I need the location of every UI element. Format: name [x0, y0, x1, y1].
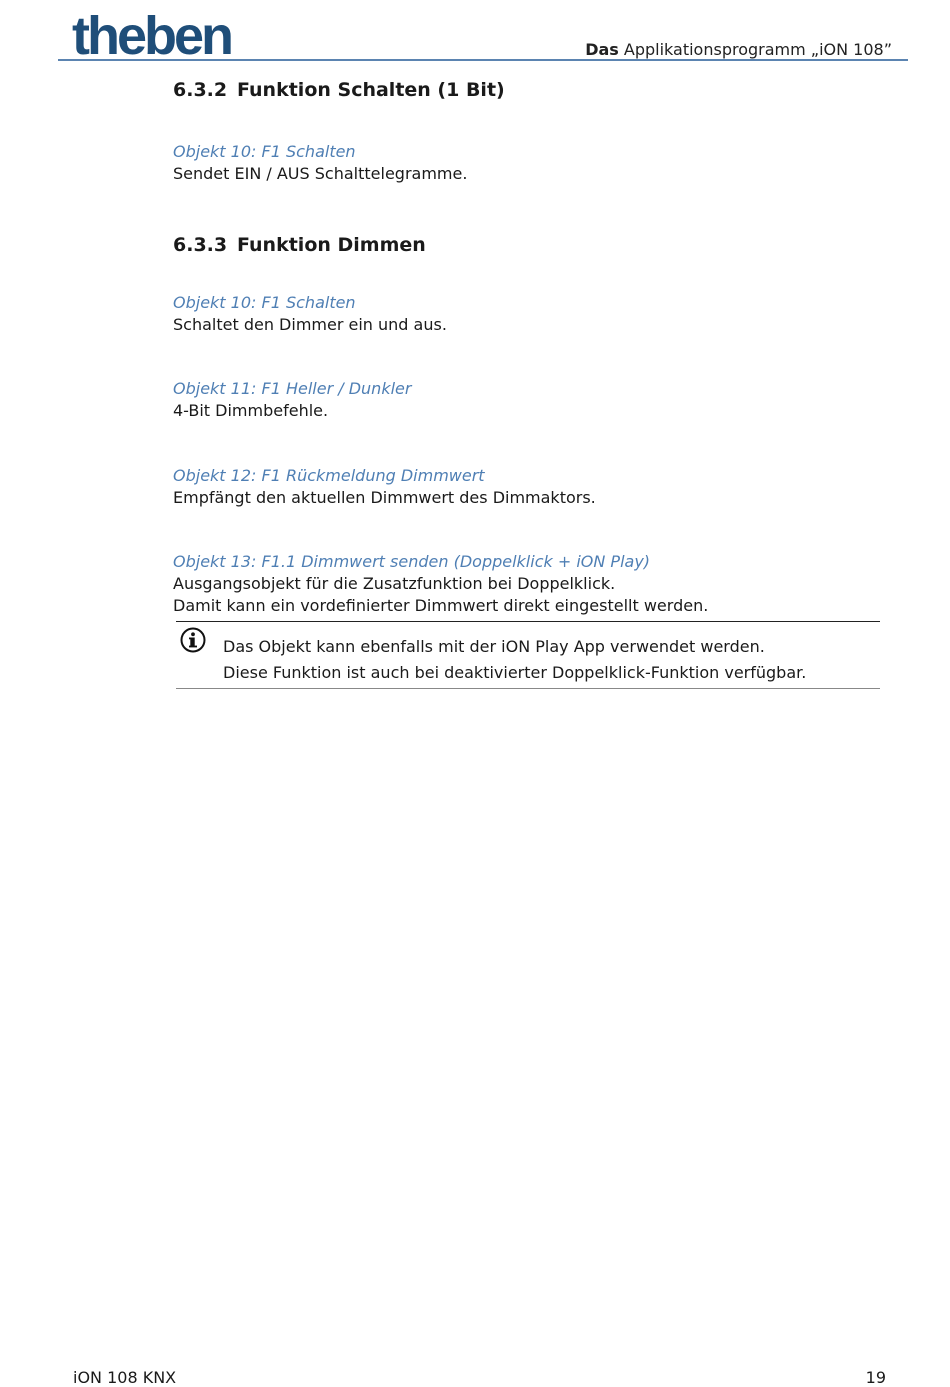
note-line: Das Objekt kann ebenfalls mit der iON Play App verwendet werden. [223, 637, 765, 656]
object-description: Sendet EIN / AUS Schalttelegramme. [173, 164, 468, 183]
object-title: Objekt 13: F1.1 Dimmwert senden (Doppelklick + iON Play) [173, 552, 651, 571]
object-title: Objekt 11: F1 Heller / Dunkler [173, 379, 412, 398]
page-number: 19 [865, 1368, 886, 1387]
theben-logo: theben [72, 6, 232, 66]
section-heading-dimmen [173, 234, 426, 256]
note-divider-top [176, 621, 880, 622]
object-description: 4-Bit Dimmbefehle. [173, 401, 329, 420]
header-title [585, 40, 892, 59]
object-title: Objekt 12: F1 Rückmeldung Dimmwert [173, 466, 485, 485]
footer-product: iON 108 KNX [73, 1368, 177, 1387]
section-heading-schalten [173, 79, 505, 101]
object-title: Objekt 10: F1 Schalten [173, 142, 356, 161]
header-title-bold: Das [585, 40, 619, 59]
object-description: Schaltet den Dimmer ein und aus. [173, 315, 447, 334]
section-number: 6.3.3 [173, 234, 228, 256]
note-line: Diese Funktion ist auch bei deaktivierter Doppelklick-Funktion verfügbar. [223, 663, 807, 682]
object-description: Empfängt den aktuellen Dimmwert des Dimmaktors. [173, 488, 596, 507]
section-title: Funktion Schalten (1 Bit) [237, 79, 505, 101]
section-title: Funktion Dimmen [237, 234, 426, 256]
object-description: Ausgangsobjekt für die Zusatzfunktion bei Doppelklick. [173, 574, 616, 593]
note-divider-bottom [176, 688, 880, 689]
object-title: Objekt 10: F1 Schalten [173, 293, 356, 312]
object-description-line2: Damit kann ein vordefinierter Dimmwert direkt eingestellt werden. [173, 596, 709, 615]
info-icon [180, 627, 206, 653]
section-number: 6.3.2 [173, 79, 228, 101]
header-divider [58, 59, 908, 61]
header-title-rest: Applikationsprogramm „iON 108” [618, 40, 892, 59]
